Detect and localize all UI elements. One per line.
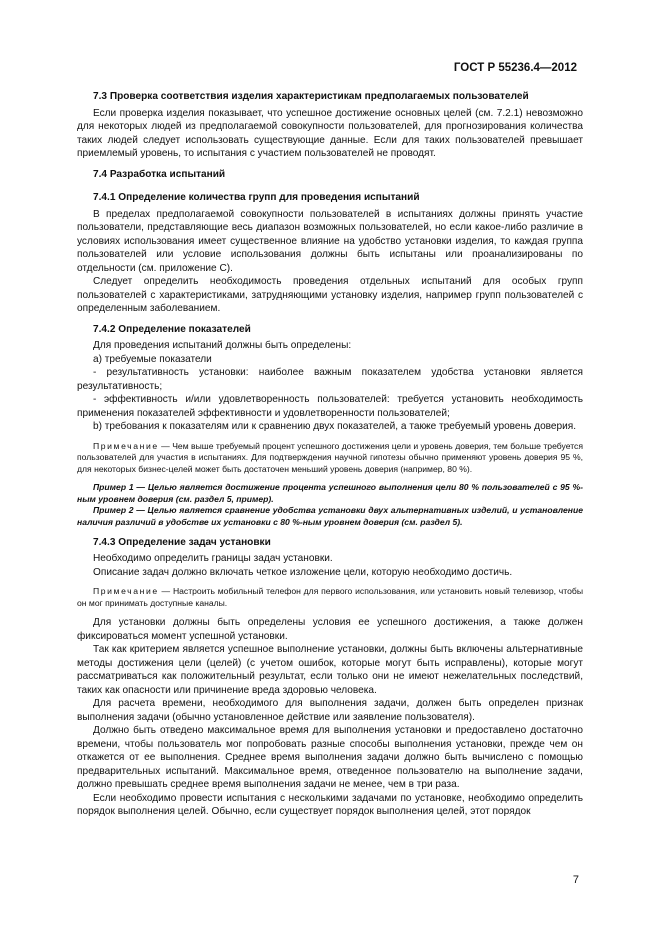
page-number: 7 (572, 874, 579, 886)
list-item-efficiency: - эффективность и/или удовлетворенность пользователей: требуется установить необходимость применения показателей эффективности и удовлетворенности пользователей; (77, 394, 583, 419)
section-7-4-2-intro: Для проведения испытаний должны быть определены: (93, 340, 352, 351)
document-body (77, 90, 583, 819)
section-7-4-1-paragraph-1: В пределах предполагаемой совокупности пользователей в испытаниях должны принять участие пользователи, представляющие весь диапазон возможных пользователей, но если какое-либо различие в условиях использования имеет существенное влияние на удобство установки изделия, то каждая группа пользователей или условие использования должны быть испытаны или проанализированы по отдельности (см. приложение С). (77, 208, 583, 274)
section-7-4-3-paragraph-7: Если необходимо провести испытания с несколькими задачами по установке, необходимо определить порядок выполнения целей. Обычно, если существует порядок выполнения целей, этот порядок (77, 792, 583, 818)
note-label: Примечание (93, 586, 159, 597)
section-7-4-3-paragraph-6: Должно быть отведено максимальное время для выполнения установки и предоставлено достаточно времени, чтобы пользователь мог попробовать разные способы выполнения установки, прежде чем он откажется от ее выполнения. Среднее время выполнения задачи должно быть вычислено с помощью предварительных испытаний. Максимальное время, отведенное пользователю на выполнение задачи, должно превышать среднее время выполнения задачи не менее, чем в три раза. (77, 725, 583, 791)
section-7-4-3-paragraph-4: Так как критерием является успешное выполнение установки, должны быть включены альтернативные методы достижения цели (целей) (с учетом ошибок, которые могут быть исправлены), которые могут рассматриваться как положительный результат, если только они не имеют нежелательных последствий, таких как опасности или причинение вреда здоровью человека. (77, 644, 583, 696)
list-item-effectiveness: - результативность установки: наиболее важным показателем удобства установки является результативность; (77, 367, 583, 392)
section-7-4-1-heading: 7.4.1 Определение количества групп для проведения испытаний (93, 192, 420, 203)
page-header: ГОСТ Р 55236.4—2012 (453, 62, 577, 74)
list-item-a: а) требуемые показатели (93, 353, 212, 365)
list-item-b: b) требования к показателям или к сравнению двух показателей, а также требуемый уровень доверия. (93, 421, 577, 432)
section-7-4-3-heading: 7.4.3 Определение задач установки (93, 536, 271, 548)
section-7-4-3-paragraph-3: Для установки должны быть определены условия ее успешного достижения, а также должен фиксироваться момент успешной установки. (77, 617, 583, 642)
section-7-4-1-paragraph-2: Следует определить необходимость проведения отдельных испытаний для особых групп пользователей с характеристиками, затрудняющими установку изделия, например групп пользователей с определенным заболеванием. (77, 276, 583, 314)
section-7-4-2-heading: 7.4.2 Определение показателей (93, 323, 251, 335)
section-7-4-3-paragraph-1: Необходимо определить границы задач установки. (93, 553, 333, 565)
section-7-4-3-note (77, 586, 583, 609)
note-text: — Настроить мобильный телефон для первого использования, или установить новый телевизор, чтобы он мог принимать доступные каналы. (77, 586, 583, 608)
section-7-4-3-paragraph-2: Описание задач должно включать четкое изложение цели, которую необходимо достичь. (93, 566, 513, 578)
section-7-4-3-paragraph-5: Для расчета времени, необходимого для выполнения задачи, должен быть определен признак выполнения задачи (обычно установленное действие или заявление пользователя). (77, 698, 583, 723)
section-7-3-paragraph: Если проверка изделия показывает, что успешное достижение основных целей (см. 7.2.1) невозможно для некоторых людей из предполагаемой совокупности пользователей, для прогнозирования количества таких людей следует использовать существующие данные. Если для таких пользователей превышает приемлемый уровень, то испытания с участием пользователей не проводят. (77, 107, 583, 159)
section-7-4-2-note (77, 441, 583, 476)
section-7-3-heading: 7.3 Проверка соответствия изделия характеристикам предполагаемых пользователей (93, 91, 529, 102)
note-text: — Чем выше требуемый процент успешного достижения цели и уровень доверия, тем больше требуется пользователей для участия в испытаниях. Для подтверждения научной гипотезы обычно применяют уровень доверия 95 %, для некоторых бизнес-целей может быть достаточен меньший уровень доверия (например, 80 %). (77, 440, 583, 474)
section-7-4-heading: 7.4 Разработка испытаний (93, 168, 226, 180)
example-1: Пример 1 — Целью является достижение процента успешного выполнения цели 80 % пользователей с 95 %-ным уровнем доверия (см. раздел 5, пример). (77, 482, 583, 504)
example-2: Пример 2 — Целью является сравнение удобства установки двух альтернативных изделий, и установление наличия различий в удобстве их установки с 80 %-ным уровнем доверия (см. раздел 5). (77, 505, 583, 528)
note-label: Примечание (93, 440, 159, 451)
